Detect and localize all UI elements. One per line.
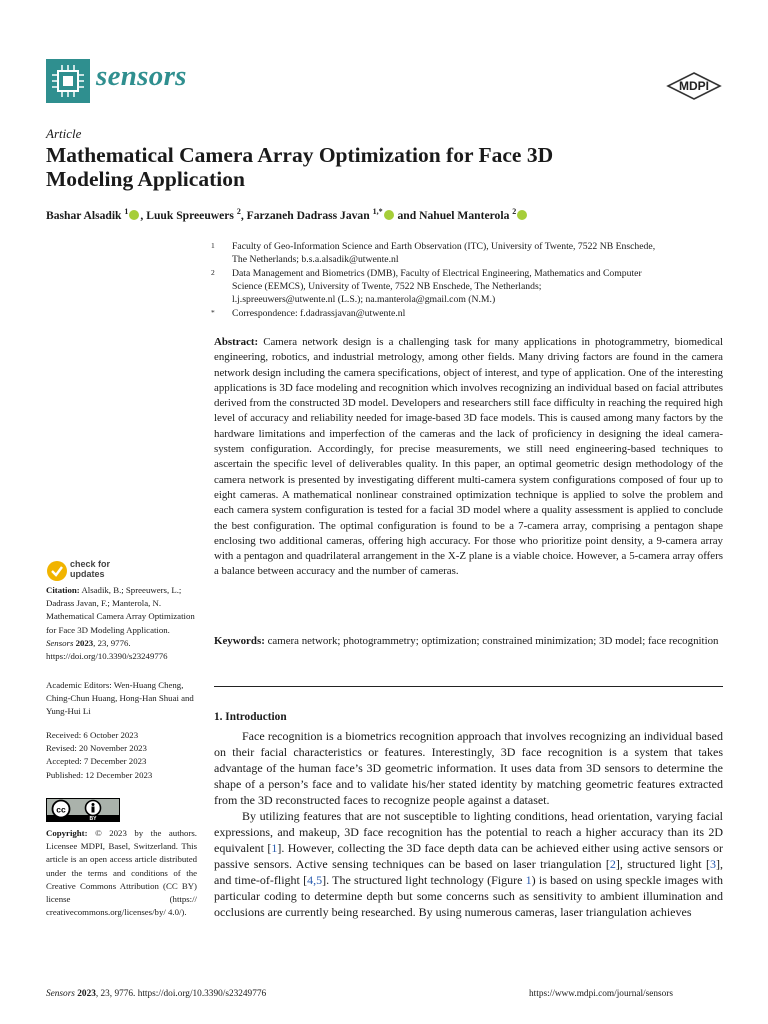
check-for-updates[interactable]: check for updates [70, 559, 111, 579]
reference-link[interactable]: 1 [271, 841, 278, 855]
revised-date: Revised: 20 November 2023 [46, 743, 147, 754]
author-name[interactable]: Nahuel Manterola [419, 208, 510, 222]
author-list: Bashar Alsadik $^1$ , Luuk Spreeuwers $^2$, Farzaneh Dadrass Javan $^{1,*}$ and Nahuel Manterola $^2$ [46, 204, 746, 223]
citation: Citation: Alsadik, B.; Spreeuwers, L.; Dadrass Javan, F.; Manterola, N. Mathematical Camera Array Optimization for Face 3D Modeling Application. Sensors 2023, 23, 9776. https://doi.org/10.3390/s23249776 [46, 585, 195, 662]
orcid-icon[interactable] [517, 210, 527, 220]
keywords [214, 634, 723, 649]
copyright-notice: Copyright: © 2023 by the authors. Licensee MDPI, Basel, Switzerland. This article is an open access article distributed under the terms and conditions of the Creative Commons Attribution (CC BY) license (https:// creativecommons.org/licenses/by/ 4.0/). [46, 828, 198, 918]
reference-link[interactable]: 2 [609, 857, 616, 871]
paragraph: By utilizing features that are not susceptible to lighting conditions, head orientation, varying facial expressions, and makeup, 3D face recognition has the potential to reach a higher accuracy than its 2D equivalent [1]. However, collecting the 3D face depth data can be achieved either using active sensors or passive sensors. Active sensing techniques can be based on laser triangulation [2], structured light [3], and time-of-flight [4,5]. The structured light technology (Figure 1) is based on using speckle images with particular coding to determine depth but some concerns such as sensitivity to ambient illumination and occlusions are currently being researched. By using numerous cameras, laser triangulation achieves [214, 809, 723, 919]
reference-link[interactable]: 4,5 [307, 873, 323, 887]
academic-editors: Academic Editors: Wen-Huang Cheng, Ching-Chun Huang, Hong-Han Shuai and Yung-Hui Li [46, 680, 194, 717]
journal-logo-icon [46, 59, 90, 103]
journal-name[interactable]: sensors [96, 60, 187, 92]
author-affiliation-mark: 1,* [372, 207, 383, 216]
affiliation-1: 1 Faculty of Geo-Information Science and Earth Observation (ITC), University of Twente, 7522 NB Enschede, The Netherlands; b.s.a.alsadik@utwente.nl [211, 241, 656, 265]
title-line-2: Modeling Application [46, 167, 245, 191]
abstract-text: Camera network design is a challenging task for many applications in photogrammetry, biomedical engineering, robotics, and industrial metrology, among other fields. Many driving factors are found in the camera network design including the camera specifications, object of interest, and type of application. One of the interesting applications is 3D face modeling and recognition which involves recognizing an individual based on facial attributes derived from the constructed 3D model. Developers and researchers still face difficulty in reaching the required high level of accuracy and reliability needed for image-based 3D face models. This is caused among many factors by the hardware limitations and imperfection of the cameras and the lack of proficiency in designing the ideal camera-system configuration. Accordingly, for precise measurements, we still need engineering-based techniques to ascertain the specific level of deliverables quality. In this paper, an optimal geometric design methodology of the camera network is presented by investigating different multi-camera system configurations composed of four up to eight cameras. A mathematical nonlinear constrained optimization technique is applied to solve the problem and each camera system configuration is tested for a facial 3D model where a quality assessment is applied to conclude the best configuration. The optimal configuration is found to be a 7-camera array, comprising a pentagon shape enclosing two additional cameras, offering high accuracy. For those who prioritize point density, a 9-camera array with a pentagon and quadrilateral arrangement in the X-Z plane is a viable choice. However, a 5-camera array offers a balance between accuracy and the number of cameras. [214, 336, 724, 578]
affiliation-2: 2 Data Management and Biometrics (DMB), Faculty of Electrical Engineering, Mathematics and Computer Science (EEMCS), University of Twente, 7522 NB Enschede, The Netherlands; l.j.spreeuwers@utwente.nl (L.S.); na.manterola@gmail.com (N.M.) [211, 268, 642, 305]
author-affiliation-mark: 2 [512, 207, 517, 216]
mdpi-logo-icon[interactable] [666, 72, 722, 100]
keywords-label: Keywords: [214, 635, 265, 647]
received-date: Received: 6 October 2023 [46, 730, 139, 740]
reference-link[interactable]: 3 [710, 857, 716, 871]
article-title [46, 143, 726, 191]
check-for-updates-icon[interactable] [46, 560, 68, 582]
author-affiliation-mark: 1 [124, 207, 129, 216]
article-type: Article [46, 126, 82, 141]
paragraph: Face recognition is a biometrics recognition approach that involves recognizing an individual based on their facial characteristics or features. Interestingly, 3D face recognition is a system that takes advantage of the human face’s 3D geometric information. It uses data from 3D sensors to determine the shape of a person’s face and to validate his/her stated identity by matching geometric features extracted from the 3D reconstructed faces to recognize people against a dataset. [214, 729, 723, 807]
section-divider [214, 686, 723, 687]
footer-citation: Sensors 2023, 23, 9776. https://doi.org/10.3390/s23249776 [46, 989, 267, 999]
abstract [214, 335, 723, 580]
orcid-icon[interactable] [384, 210, 394, 220]
author-name[interactable]: Farzaneh Dadrass Javan [246, 208, 370, 222]
section-heading: 1. Introduction [214, 711, 287, 723]
author-affiliation-mark: 2 [236, 207, 241, 216]
dates [46, 729, 196, 782]
cc-by-label: BY [89, 816, 97, 821]
figure-link[interactable]: 1 [525, 873, 532, 887]
cc-by-license-icon[interactable] [46, 798, 120, 822]
published-date: Published: 12 December 2023 [46, 769, 153, 780]
author-name[interactable]: Bashar Alsadik [46, 208, 122, 222]
author-name[interactable]: Luuk Spreeuwers [146, 208, 234, 222]
svg-text:cc: cc [56, 804, 66, 815]
introduction-body [214, 728, 723, 920]
citation-doi-link[interactable]: https://doi.org/10.3390/s23249776 [46, 651, 168, 662]
orcid-icon[interactable] [129, 210, 139, 220]
correspondence: * Correspondence: f.dadrassjavan@utwente.nl [211, 308, 406, 319]
footer-journal-url[interactable]: https://www.mdpi.com/journal/sensors [529, 989, 674, 999]
keywords-text: camera network; photogrammetry; optimization; constrained minimization; 3D model; face recognition [267, 635, 719, 647]
publisher-name: MDPI [679, 79, 709, 93]
abstract-label: Abstract: [214, 336, 259, 348]
accepted-date: Accepted: 7 December 2023 [46, 756, 147, 767]
title-line-1: Mathematical Camera Array Optimization for Face 3D [46, 143, 554, 167]
